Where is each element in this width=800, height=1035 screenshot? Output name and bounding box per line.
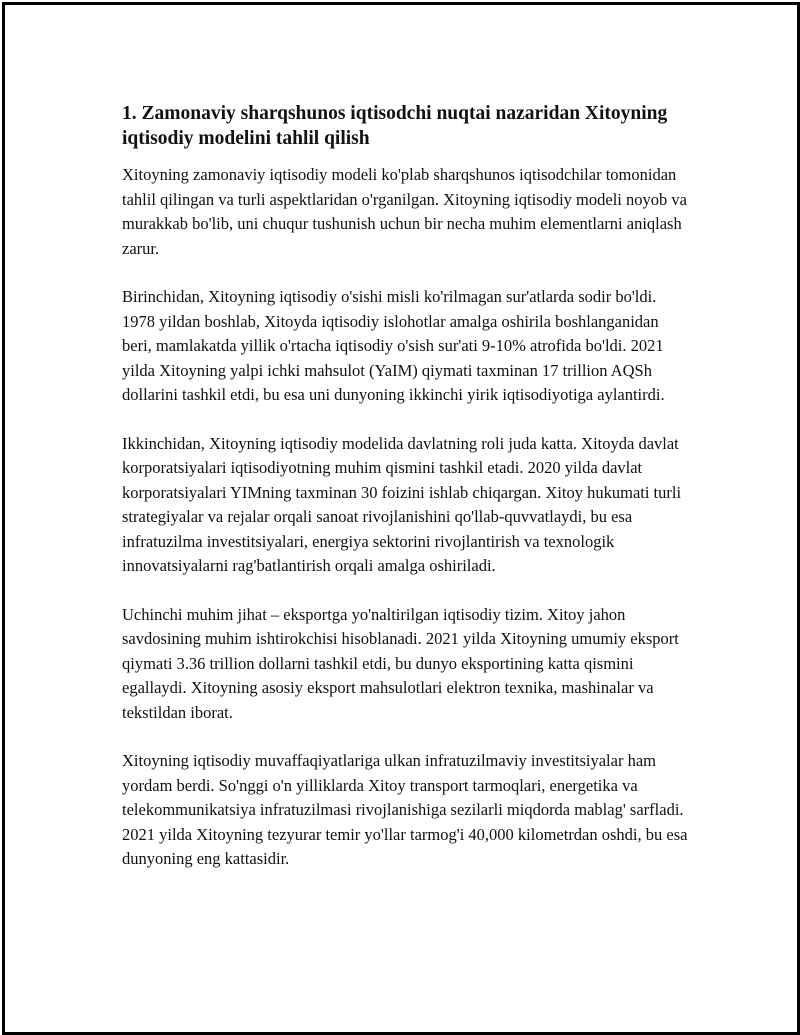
page-frame [2,2,800,1035]
section-heading: 1. Zamonaviy sharqshunos iqtisodchi nuqtai nazaridan Xitoyning iqtisodiy modelini tahlil qilish [122,103,668,149]
paragraph-export: Uchinchi muhim jihat – eksportga yo'naltirilgan iqtisodiy tizim. Xitoy jahon savdosining muhim ishtirokchisi hisoblanadi. 2021 yilda Xitoyning umumiy eksport qiymati 3.36 trillion dollarni tashkil etdi, bu dunyo eksportining katta qismini egallaydi. Xitoyning asosiy eksport mahsulotlari elektron texnika, mashinalar va tekstildan iborat. [122,604,679,722]
paragraph-growth: Birinchidan, Xitoyning iqtisodiy o'sishi misli ko'rilmagan sur'atlarda sodir bo'ldi. 1978 yildan boshlab, Xitoyda iqtisodiy islohotlar amalga oshirila boshlanganidan beri, mamlakatda yillik o'rtacha iqtisodiy o'sish sur'ati 9-10% atrofida bo'ldi. 2021 yilda Xitoyning yalpi ichki mahsulot (YaIM) qiymati taxminan 17 trillion AQSh dollarini tashkil etdi, bu esa uni dunyoning ikkinchi yirik iqtisodiyotiga aylantirdi. [122,287,665,404]
paragraph-intro: Xitoyning zamonaviy iqtisodiy modeli ko'plab sharqshunos iqtisodchilar tomonidan tahlil qilingan va turli aspektlaridan o'rganilgan. Xitoyning iqtisodiy modeli noyob va murakkab bo'lib, uni chuqur tushunish uchun bir necha muhim elementlarni aniqlash zarur. [122,165,687,258]
paragraph-infrastructure: Xitoyning iqtisodiy muvaffaqiyatlariga ulkan infratuzilmaviy investitsiyalar ham yordam berdi. So'nggi o'n yilliklarda Xitoy transport tarmoqlari, energetika va telekommunikatsiya infratuzilmasi rivojlanishiga sezilarli miqdorda mablag' sarfladi. 2021 yilda Xitoyning tezyurar temir yo'llar tarmog'i 40,000 kilometrdan oshdi, bu esa dunyoning eng kattasidir. [122,751,688,868]
paragraph-state-role: Ikkinchidan, Xitoyning iqtisodiy modelida davlatning roli juda katta. Xitoyda davlat korporatsiyalari iqtisodiyotning muhim qismini tashkil etadi. 2020 yilda davlat korporatsiyalari YIMning taxminan 30 foizini ishlab chiqargan. Xitoy hukumati turli strategiyalar va rejalar orqali sanoat rivojlanishini qo'llab-quvvatlaydi, bu esa infratuzilma investitsiyalari, energiya sektorini rivojlantirish va texnologik innovatsiyalarni rag'batlantirish orqali amalga oshiriladi. [122,433,682,575]
document-body [122,101,692,872]
